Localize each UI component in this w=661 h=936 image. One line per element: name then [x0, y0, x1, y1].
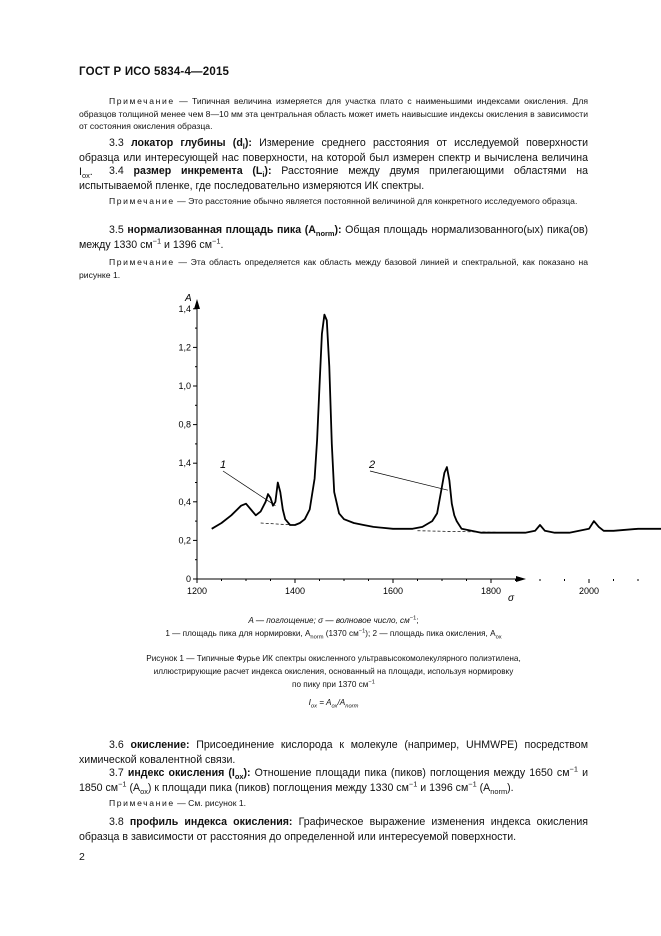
- x-axis-label: σ: [508, 593, 515, 604]
- x-axis-arrow: [516, 576, 526, 582]
- spectrum-chart: [150, 285, 600, 610]
- chart-plot: [212, 315, 661, 533]
- y-tick-label: 0,8: [178, 419, 191, 430]
- y-axis-arrow: [194, 299, 200, 309]
- x-tick-label: 1200: [186, 586, 208, 596]
- figure-legend-line2: 1 — площадь пика для нормировки, $A_{norm}$ (1370 $см^{-1}$); 2 — площадь пика окисления, $A_{ox}$: [165, 628, 502, 641]
- page-number: 2: [79, 851, 85, 863]
- annotation-1-leader: [223, 471, 275, 506]
- annotation-1: 1: [220, 459, 227, 471]
- definition-3-8: 3.8 профиль индекса окисления: Графическое выражение изменения индекса окисления образца в зависимости от расстояния до определенной или интересуемой поверхности.: [79, 816, 588, 843]
- definition-3-7: 3.7 индекс окисления $(I_{ox})$: Отношение площади пика (пиков) поглощения между 1650 $см^{-1}$ и 1850 $см^{-1}$ $(A_{ox})$ к площади пика (пиков) поглощения между 1330 $см^{-1}$ и 1396 $см^{-1}$ $(A_{norm})$.: [79, 764, 588, 796]
- x-tick-label: 1600: [382, 586, 404, 596]
- x-tick-label: 1400: [284, 586, 306, 596]
- y-tick-label: 1,4: [178, 458, 191, 469]
- note-2: Примечание — Это расстояние обычно является постоянной величиной для конкретного исследуемого образца.: [109, 196, 578, 206]
- definition-3-4: 3.4 размер инкремента $(L_i)$: Расстояние между двумя прилегающими областями на испытываемой пленке, где последовательно измеряются ИК спектры.: [79, 165, 588, 192]
- oxidation-index-formula: $I_{ox} = A_{ox}/A_{norm}$: [308, 698, 359, 710]
- note-4: Примечание — См. рисунок 1.: [109, 798, 247, 808]
- annotation-2-leader: [370, 471, 448, 490]
- definition-3-5: 3.5 нормализованная площадь пика $(A_{norm})$: Общая площадь нормализованного(ых) пика(ов) между 1330 $см^{-1}$ и 1396 $см^{-1}$.: [79, 224, 588, 251]
- y-tick-label: 1,2: [178, 342, 191, 353]
- chart-axes: [184, 293, 526, 604]
- note-3: Примечание — Эта область определяется как область между базовой линией и спектральной, как показано на рисунке 1.: [79, 257, 588, 280]
- y-tick-label: 0,4: [178, 496, 191, 507]
- definition-3-3: 3.3 локатор глубины $(d_l)$: Измерение среднего расстояния от исследуемой поверхности образца или интересующей нас поверхности, на которой был измерен спектр и вычислена величина $I_{ox}$.: [79, 137, 588, 181]
- y-tick-label: 1,0: [178, 381, 191, 391]
- x-tick-label: 1800: [480, 586, 502, 596]
- note-1: Примечание — Типичная величина измеряется для участка плато с наименьшими индексами окисления. Для образцов толщиной менее чем 8—10 мм эта центральная область может иметь наивысшие индексы окисления в зависимости от состояния окисления образца.: [79, 96, 588, 131]
- x-tick-label: 2000: [578, 586, 600, 596]
- figure-legend-line1: A — поглощение; σ — волновое число, $см^{-1}$;: [248, 615, 419, 625]
- y-tick-label: 0,2: [178, 535, 191, 546]
- y-tick-label: 1,4: [178, 303, 191, 314]
- y-tick-label: 0: [185, 574, 191, 584]
- figure-caption: Рисунок 1 — Типичные Фурье ИК спектры окисленного ультравысокомолекулярного полиэтилена, иллюстрирующие расчет индекса окисления, основанный на площади, используя нормировку по пику при 1370 $см^{-1}$: [146, 654, 521, 689]
- spectrum-line: [212, 315, 661, 533]
- annotation-2: 2: [369, 459, 376, 471]
- document-header: ГОСТ Р ИСО 5834-4—2015: [79, 66, 230, 78]
- y-axis-label: A: [185, 293, 192, 304]
- chart-ticks: [178, 304, 661, 596]
- definition-3-6: 3.6 окисление: Присоединение кислорода к молекуле (например, UHMWPE) посредством химической ковалентной связи.: [79, 739, 588, 766]
